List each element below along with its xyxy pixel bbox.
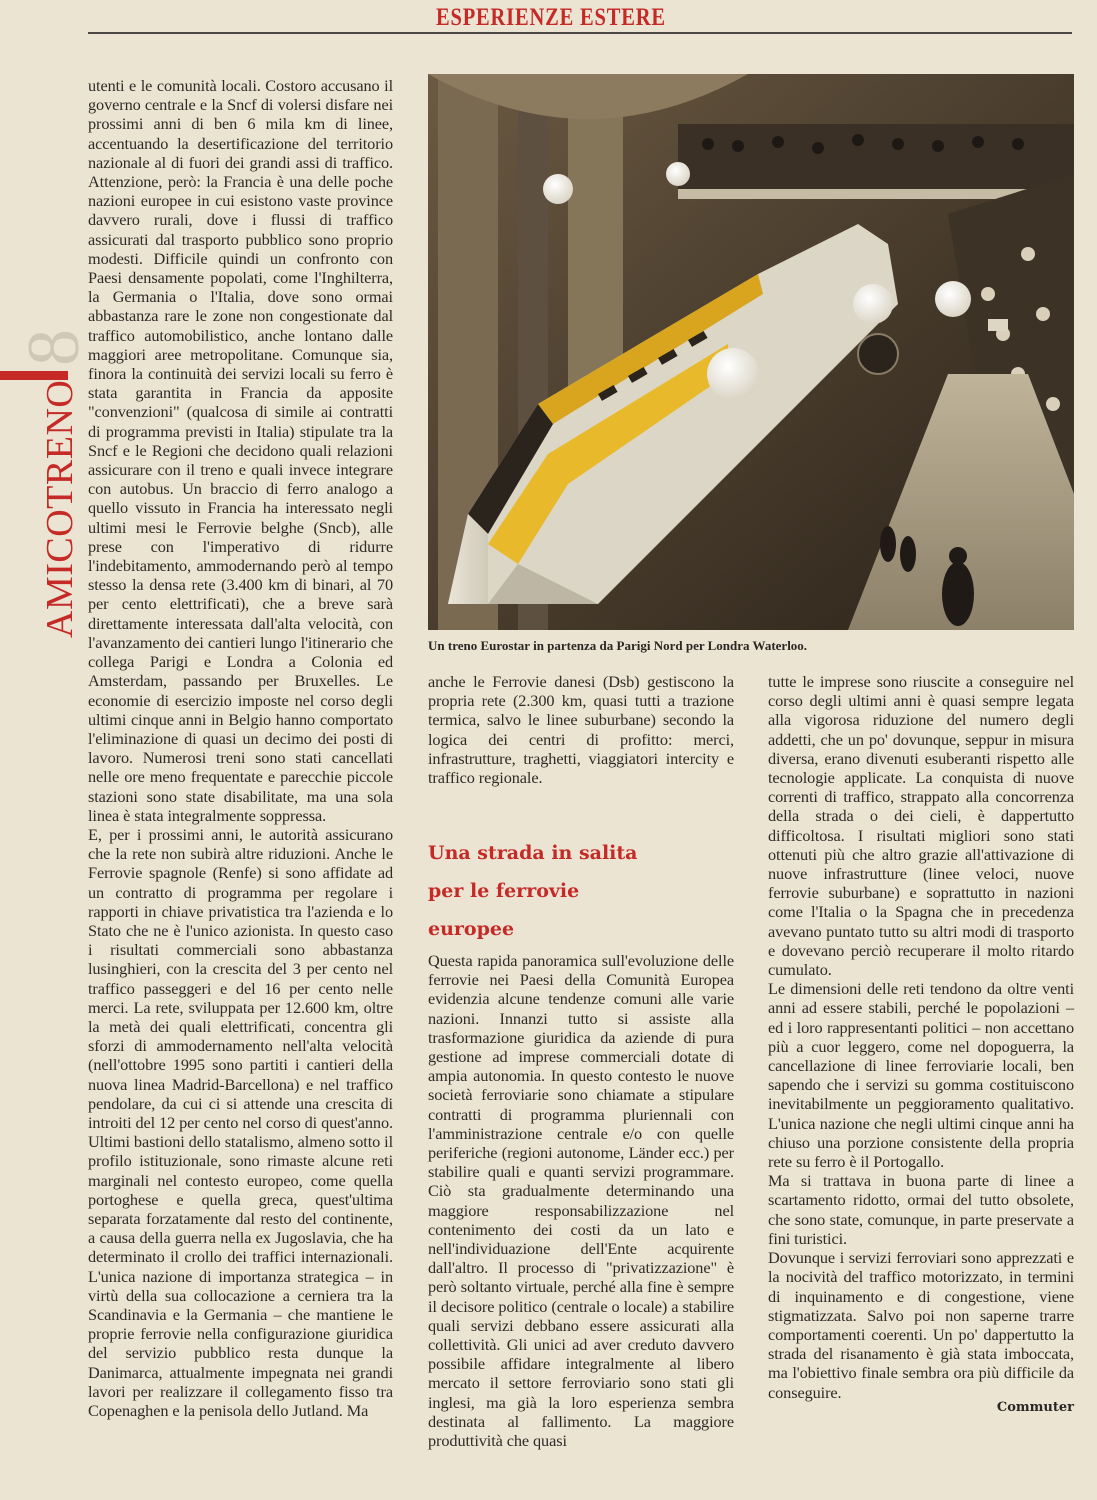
paragraph: utenti e le comunità locali. Costoro accusano il governo centrale e la Sncf di volersi disfare nei prossimi anni di ben 6 mila km di linee, accentuando la desertificazione del territorio nazionale al di fuori dei grandi assi di traffico. Attenzione, però: la Francia è una delle poche nazioni europee in cui esistono vaste province davvero rurali, dove i flussi di traffico assicurati dal trasporto pubblico sono proprio modesti. Difficile quindi un confronto con Paesi densamente popolati, come l'Inghilterra, la Germania o l'Italia, dove sono ormai abbastanza rare le zone non congestionate dal traffico automobilistico, anche lontano dalle maggiori aree metropolitane. Comunque sia, finora la continuità dei servizi locali su ferro è stata garantita in Francia da apposite "convenzioni" (qualcosa di simile ai contratti di programma previsti in Italia) stipulate tra la Sncf e le Regioni che decidono quali relazioni assicurare con il treno e quali invece integrare con autobus. Un braccio di ferro analogo a quello vissuto in Francia ha interessato negli ultimi mesi le Ferrovie belghe (Sncb), alle prese con l'imperativo di ridurre l'indebitamento, ammodernando però al tempo stesso la densa rete (3.400 km di binari, al 70 per cento elettrificati), che a breve sarà direttamente interessata dall'alta velocità, con l'avanzamento dei cantieri lungo l'itinerario che collega Parigi e Londra a Colonia ed Amsterdam, passando per Bruxelles. Le economie di esercizio imposte nel corso degli ultimi cinque anni in Belgio hanno comportato l'eliminazione di quasi un decimo dei posti di lavoro. Numerosi treni sono stati cancellati nelle ore meno frequentate e parecchie piccole stazioni sono state disabilitate, ma una sola linea è stata integralmente soppressa. (88, 76, 393, 825)
header-rule (88, 32, 1072, 34)
photo-caption: Un treno Eurostar in partenza da Parigi Nord per Londra Waterloo. (428, 638, 808, 653)
section-title: ESPERIENZE ESTERE (436, 4, 666, 31)
author-signature: Commuter (996, 1400, 1074, 1415)
article-column-3 (768, 672, 1074, 1402)
heading-line: per le ferrovie (428, 880, 580, 902)
article-column-2 (428, 672, 734, 787)
side-accent-bar (0, 371, 68, 380)
paragraph: anche le Ferrovie danesi (Dsb) gestiscono la propria rete (2.300 km, quasi tutti a trazione termica, salvo le linee suburbane) secondo la logica dei centri di profitto: merci, infrastrutture, traghetti, viaggiatori intercity e traffico regionale. (428, 672, 734, 788)
page-number: 8 (13, 329, 95, 366)
magazine-name: AMICOTRENO (39, 379, 81, 638)
paragraph: Dovunque i servizi ferroviari sono apprezzati e la nocività del traffico motorizzato, in termini di inquinamento e di congestione, viene stigmatizzata. Salvo poi non saperne trarre comportamenti coerenti. Un po' dappertutto la strada del risanamento è già stata imboccata, ma l'obiettivo finale sembra ora più difficile da conseguire. (768, 1248, 1074, 1402)
article-column-2-continued (428, 951, 734, 1450)
paragraph: tutte le imprese sono riuscite a conseguire nel corso degli ultimi anni è quasi sempre legata alla vigorosa riduzione del numero degli addetti, che un po' dovunque, seppur in misura diversa, erano divenuti esuberanti rispetto alle tecnologie applicate. La conquista di nuove correnti di traffico, strappato alla concorrenza della strada o dei cieli, è dappertutto difficoltosa. I risultati migliori sono stati ottenuti più che altro grazie all'attivazione di nuove infrastrutture (linee veloci, nuove ferrovie suburbane) e soprattutto in nazioni come l'Italia o la Spagna che in precedenza avevano puntato tutto su altri modi di trasporto e dovevano perciò recuperare il molto ritardo cumulato. (768, 672, 1074, 980)
section-heading (428, 834, 734, 948)
paragraph: Le dimensioni delle reti tendono da oltre venti anni ad essere stabili, perché le popolazioni – ed i loro rappresentanti politici – non accettano più a cuor leggero, come nel dopoguerra, la cancellazione di linee ferroviarie locali, ben sapendo che i servizi su gomma costituiscono inevitabilmente un peggioramento qualitativo. L'unica nazione che negli ultimi cinque anni ha chiuso una porzione consistente della propria rete su ferro è il Portogallo. (768, 979, 1074, 1172)
heading-line: europee (428, 918, 515, 940)
paragraph: E, per i prossimi anni, le autorità assicurano che la rete non subirà altre riduzioni. Anche le Ferrovie spagnole (Renfe) si sono affidate ad un contratto di programma per regolare i rapporti in chiave privatistica tra l'azienda e lo Stato che ne è l'unico azionista. In questo caso i risultati commerciali sono abbastanza lusinghieri, con la crescita del 3 per cento nel traffico passeggeri e del 16 per cento nelle merci. La rete, sviluppata per 12.600 km, oltre la metà dei quali elettrificati, concentra gli sforzi di ammodernamento nell'alta velocità (nell'ottobre 1995 sono partiti i cantieri della nuova linea Madrid-Barcellona) e nel traffico pendolare, da cui ci si attende una crescita di introiti del 12 per cento nel corso di quest'anno. Ultimi bastioni dello statalismo, almeno sotto il profilo istituzionale, sono rimaste alcune reti marginali nel contesto europeo, come quella portoghese e quella greca, quest'ultima separata forzatamente dal resto del continente, a causa della guerra nella ex Jugoslavia, che ha determinato il crollo dei traffici internazionali. L'unica nazione di importanza strategica – in virtù della sua collocazione a cerniera tra la Scandinavia e la Germania – che mantiene le proprie ferrovie nella configurazione giuridica del servizio pubblico resta dunque la Danimarca, attualmente impegnata nei grandi lavori per realizzare il collegamento fisso tra Copenaghen e la penisola dello Jutland. Ma (88, 824, 393, 1421)
article-column-1 (88, 76, 393, 1420)
heading-line: Una strada in salita (428, 842, 638, 864)
paragraph: Questa rapida panoramica sull'evoluzione delle ferrovie nei Paesi della Comunità Europea evidenzia alcune tendenze comuni alle varie nazioni. Innanzi tutto si assiste alla trasformazione giuridica da aziende di pura gestione ad imprese commerciali dotate di ampia autonomia. In questo contesto le nuove società ferroviarie sono chiamate a stipulare contratti di programma pluriennali con l'amministrazione centrale e/o con quelle periferiche (regioni autonome, Länder ecc.) per stabilire quali e quanti servizi programmare. Ciò sta gradualmente determinando una maggiore responsabilizzazione nel contenimento dei costi da un lato e nell'individuazione dell'Ente acquirente dall'altro. Il processo di "privatizzazione" è però soltanto virtuale, perché alla fine è sempre il decisore politico (centrale o locale) a stabilire quali servizi debbano essere assicurati alla collettività. Gli unici ad aver creduto davvero possibile affidare integralmente al libero mercato il settore ferroviario sono stati gli inglesi, ma già la loro esperienza sembra destinata al fallimento. La maggiore produttività che quasi (428, 951, 734, 1451)
eurostar-photo (428, 74, 1074, 630)
station-photo-illustration (428, 74, 1074, 630)
paragraph: Ma si trattava in buona parte di linee a scartamento ridotto, ormai del tutto obsolete, che sono state, comunque, in parte preservate a fini turistici. (768, 1171, 1074, 1248)
